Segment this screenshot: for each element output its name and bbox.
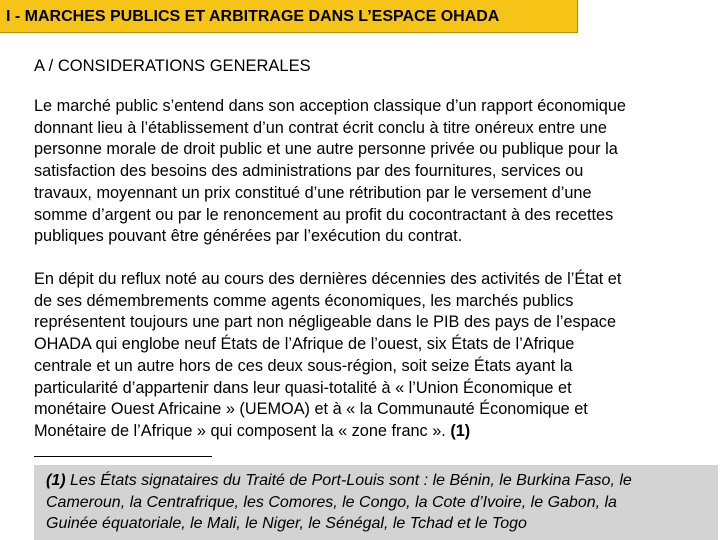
paragraph-line: de ses démembrements comme agents économiques, les marchés publics bbox=[34, 291, 574, 310]
footnote-line: Guinée équatoriale, le Mali, le Niger, le Sénégal, le Tchad et le Togo bbox=[46, 515, 527, 532]
paragraph-line: OHADA qui englobe neuf États de l’Afrique de l’ouest, six États de l’Afrique bbox=[34, 335, 575, 354]
paragraph-line: Le marché public s’entend dans son acception classique d’un rapport économique bbox=[34, 97, 626, 115]
section-heading: A / CONSIDERATIONS GENERALES bbox=[34, 57, 311, 75]
paragraph-line-last bbox=[34, 421, 714, 443]
footnote-text: Les États signataires du Traité de Port-Louis sont : le Bénin, le Burkina Faso, le bbox=[65, 472, 632, 489]
paragraph-line: centrale et un autre hors de ces deux sous-région, soit seize États ayant la bbox=[34, 356, 573, 375]
paragraph-line: travaux, moyennant un prix constitué d’une rétribution par le versement d’une bbox=[34, 183, 592, 202]
paragraph-line: satisfaction des besoins des administrations par des fournitures, services ou bbox=[34, 162, 584, 181]
paragraph-line: particularité d’appartenir dans leur quasi-totalité à « l’Union Économique et bbox=[34, 378, 572, 397]
slide-title: I - MARCHES PUBLICS ET ARBITRAGE DANS L’ESPACE OHADA bbox=[0, 0, 578, 33]
paragraph-ohada-context bbox=[34, 269, 714, 443]
paragraph-line: monétaire Ouest Africaine » (UEMOA) et à « la Communauté Économique et bbox=[34, 400, 588, 419]
footnote-line bbox=[46, 470, 718, 492]
paragraph-line: personne morale de droit public et une autre personne privée ou publique pour la bbox=[34, 140, 618, 159]
paragraph-line: somme d’argent ou par le renoncement au profit du cocontractant à des recettes bbox=[34, 205, 614, 224]
paragraph-line: représentent toujours une part non négligeable dans le PIB des pays de l’espace bbox=[34, 313, 616, 332]
footnote-divider bbox=[34, 456, 212, 457]
paragraph-line-text: Monétaire de l’Afrique » qui composent la « zone franc ». bbox=[34, 421, 451, 440]
footnote-number: (1) bbox=[46, 472, 66, 489]
paragraph-line: donnant lieu à l’établissement d’un contrat écrit conclu à titre onéreux entre une bbox=[34, 118, 607, 137]
footnote-reference: (1) bbox=[450, 421, 471, 440]
paragraph-definition bbox=[34, 96, 714, 248]
paragraph-line: En dépit du reflux noté au cours des dernières décennies des activités de l’État et bbox=[34, 270, 622, 288]
paragraph-line: publiques pouvant être générées par l’exécution du contrat. bbox=[34, 227, 463, 246]
footnote-line: Cameroun, la Centrafrique, les Comores, le Congo, la Cote d’Ivoire, le Gabon, la bbox=[46, 493, 617, 511]
footnote-box bbox=[34, 465, 718, 540]
